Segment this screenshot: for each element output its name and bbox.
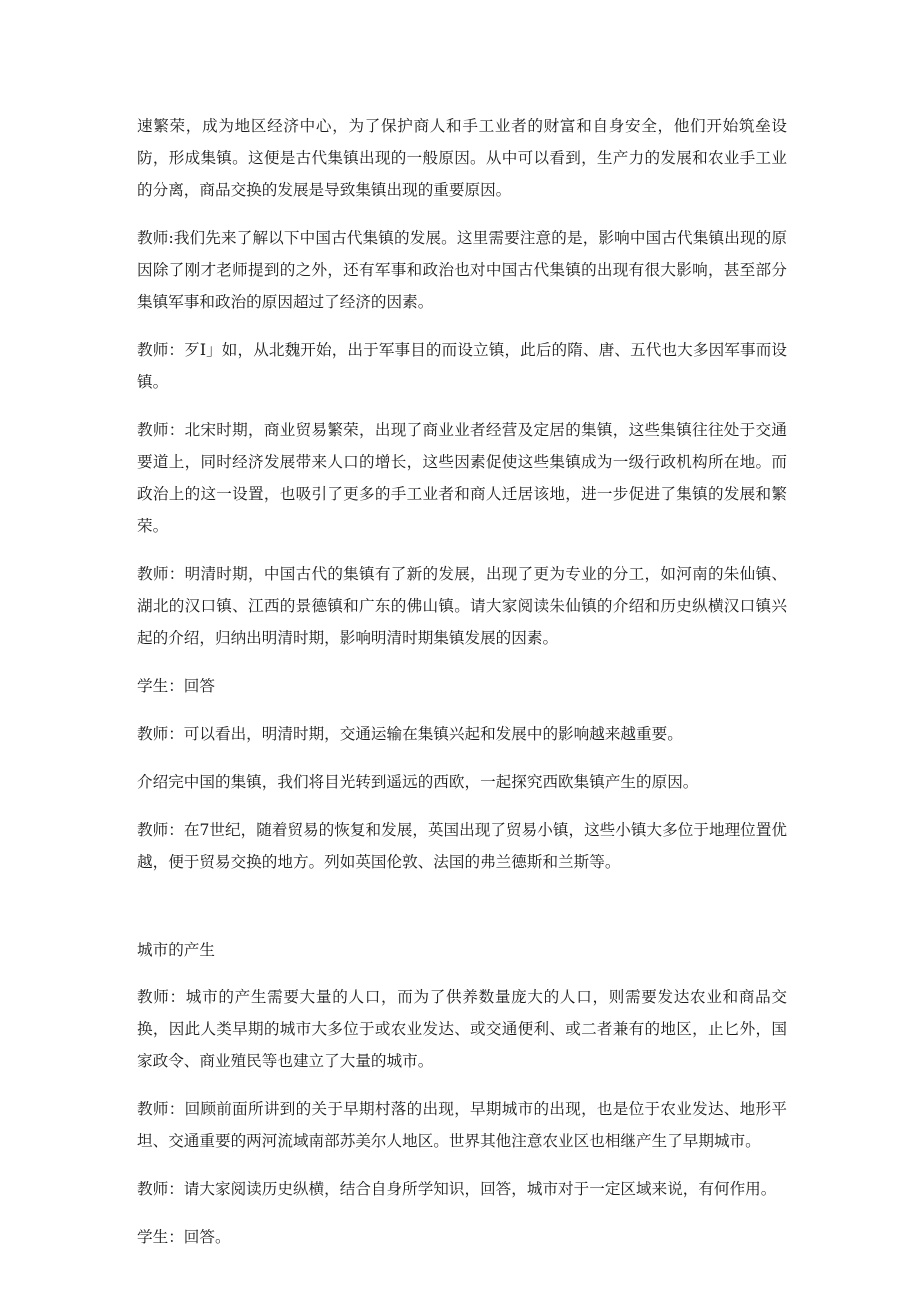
paragraph: 学生：回答。 — [137, 1228, 231, 1246]
document-page — [137, 110, 787, 1269]
section-heading: 城市的产生 — [137, 941, 215, 959]
paragraph: 介绍完中国的集镇，我们将目光转到遥远的西欧，一起探究西欧集镇产生的原因。 — [137, 773, 699, 791]
paragraph: 教师：在7世纪，随着贸易的恢复和发展，英国出现了贸易小镇，这些小镇大多位于地理位置优越，便于贸易交换的地方。列如英国伦敦、法国的弗兰德斯和兰斯等。 — [137, 821, 787, 871]
paragraph: 教师：明清时期，中国古代的集镇有了新的发展，出现了更为专业的分工，如河南的朱仙镇、湖北的汉口镇、江西的景德镇和广东的佛山镇。请大家阅读朱仙镇的介绍和历史纵横汉口镇兴起的介绍，归纳出明清时期，影响明清时期集镇发展的因素。 — [137, 565, 787, 647]
paragraph: 教师：请大家阅读历史纵横，结合自身所学知识，回答，城市对于一定区域来说，有何作用。 — [137, 1180, 777, 1198]
paragraph: 教师：歹I」如，从北魏开始，出于军事目的而设立镇，此后的隋、唐、五代也大多因军事而设镇。 — [137, 341, 787, 391]
paragraph: 学生：回答 — [137, 677, 215, 695]
paragraph: 速繁荣，成为地区经济中心，为了保护商人和手工业者的财富和自身安全，他们开始筑垒设防，形成集镇。这便是古代集镇出现的一般原因。从中可以看到，生产力的发展和农业手工业的分离，商品交换的发展是导致集镇出现的重要原因。 — [137, 117, 787, 199]
paragraph: 教师：可以看出，明清时期，交通运输在集镇兴起和发展中的影响越来越重要。 — [137, 725, 683, 743]
paragraph: 教师：城市的产生需要大量的人口，而为了供养数量庞大的人口，则需要发达农业和商品交换，因此人类早期的城市大多位于或农业发达、或交通便利、或二者兼有的地区，止匕外，国家政令、商业殖民等也建立了大量的城市。 — [137, 988, 787, 1070]
paragraph: 教师：回顾前面所讲到的关于早期村落的出现，早期城市的出现，也是位于农业发达、地形平坦、交通重要的两河流域南部苏美尔人地区。世界其他注意农业区也相继产生了早期城市。 — [137, 1100, 787, 1150]
paragraph: 教师：北宋时期，商业贸易繁荣，出现了商业业者经营及定居的集镇，这些集镇往往处于交通要道上，同时经济发展带来人口的增长，这些因素促使这些集镇成为一级行政机构所在地。而政治上的这一设置，也吸引了更多的手工业者和商人迁居该地，进一步促进了集镇的发展和繁荣。 — [137, 421, 787, 535]
paragraph: 教师:我们先来了解以下中国古代集镇的发展。这里需要注意的是，影响中国古代集镇出现的原因除了刚才老师提到的之外，还有军事和政治也对中国古代集镇的出现有很大影响，甚至部分集镇军事和政治的原因超过了经济的因素。 — [137, 229, 787, 311]
